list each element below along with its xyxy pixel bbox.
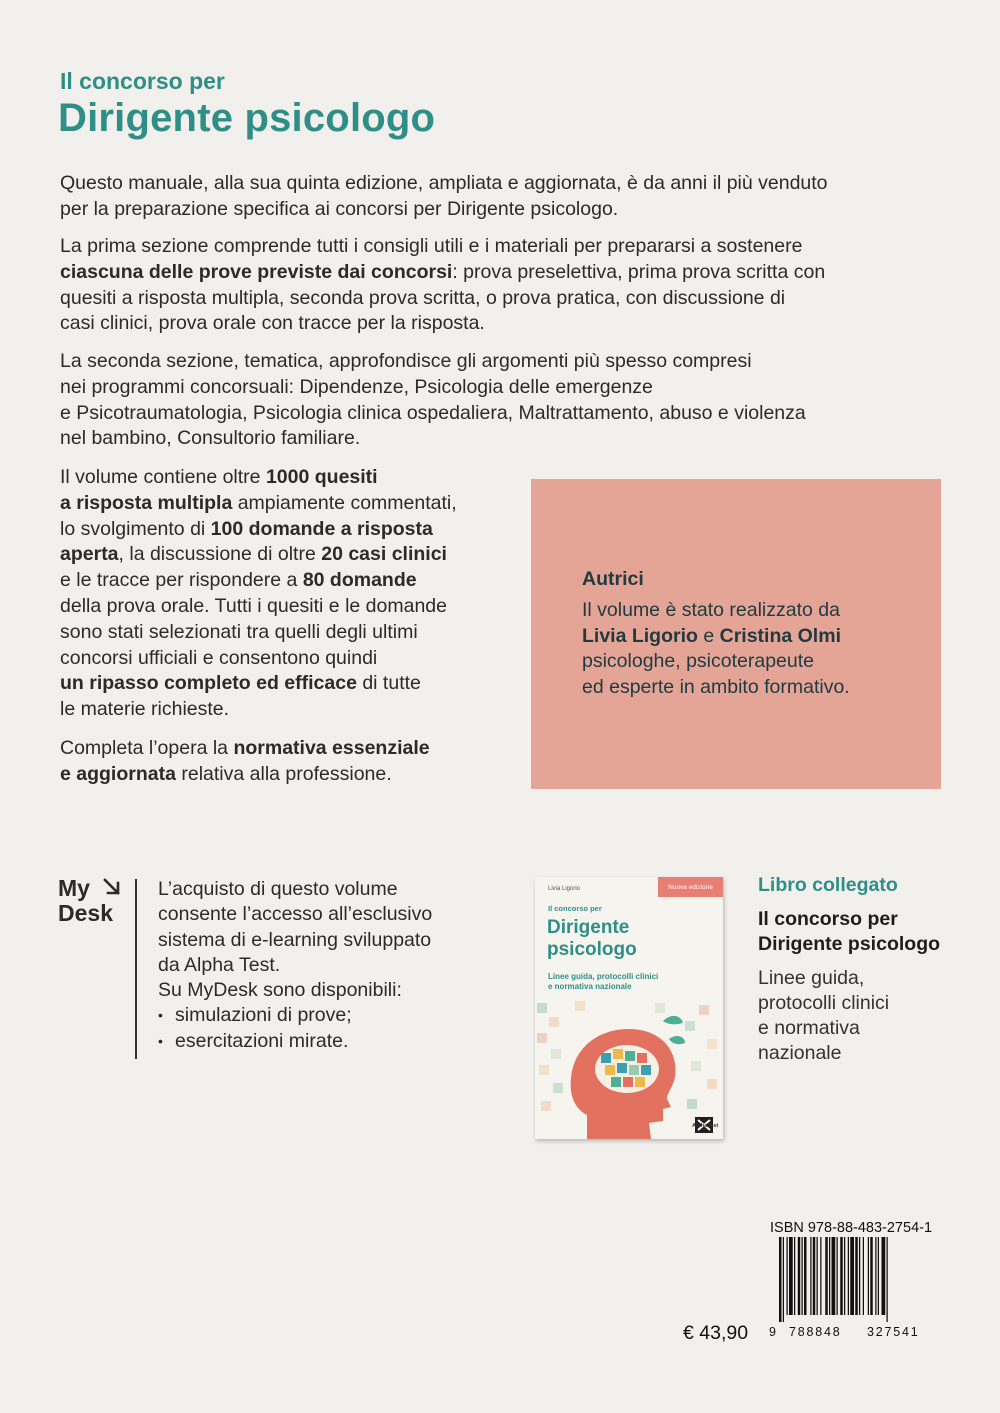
head-illustration	[535, 999, 723, 1139]
barcode-bar	[832, 1237, 836, 1315]
related-book-title	[758, 907, 940, 957]
list-item: • esercitazioni mirate.	[158, 1029, 432, 1054]
text-line: ed esperte in ambito formativo.	[582, 675, 850, 698]
text-line: sono stati selezionati tra quelli degli ultimi	[60, 620, 418, 643]
text-line: casi clinici, prova orale con tracce per la risposta.	[60, 312, 485, 335]
barcode-bar	[882, 1237, 886, 1315]
barcode-bar	[840, 1237, 843, 1315]
barcode-bar	[817, 1237, 818, 1315]
bold-text: 20 casi clinici	[321, 543, 447, 566]
text-line: quesiti a risposta multipla, seconda prova scritta, o prova pratica, con discussione di	[60, 286, 786, 309]
text-line: per la preparazione specifica ai concorsi per Dirigente psicologo.	[60, 197, 619, 220]
text-line	[60, 260, 940, 286]
barcode-bar	[789, 1237, 793, 1315]
barcode-bar	[850, 1237, 854, 1315]
text-line: consente l’accesso all’esclusivo	[158, 903, 433, 926]
barcode-bar	[810, 1237, 811, 1315]
text-line: protocolli clinici	[758, 992, 890, 1014]
text: e	[697, 624, 720, 647]
bold-text: aperta	[60, 543, 119, 566]
authors-box	[531, 479, 941, 789]
bold-text: 1000 quesiti	[265, 466, 378, 488]
cover-edition-badge: Nuova edizione	[658, 877, 723, 897]
related-book-heading: Libro collegato	[758, 874, 898, 896]
bold-text: ciascuna delle prove previste dai concorsi	[60, 260, 453, 283]
intro-paragraph-3	[60, 349, 940, 452]
cover-subtitle-line: Linee guida, protocolli clinici	[548, 972, 659, 981]
text-line: Dirigente psicologo	[758, 933, 941, 955]
text: : prova preselettiva, prima prova scritta con	[452, 260, 826, 283]
intro-paragraph-5	[60, 736, 520, 788]
cover-title-line: Dirigente	[547, 917, 630, 938]
bold-text: un ripasso completo ed efficace	[60, 672, 357, 695]
barcode-bar	[783, 1237, 784, 1322]
text-line	[60, 762, 520, 788]
related-book-subtitle	[758, 966, 889, 1066]
text-line: da Alpha Test.	[158, 953, 281, 976]
text-line: Linee guida,	[758, 967, 865, 989]
text-line: nei programmi concorsuali: Dipendenze, Psicologia delle emergenze	[60, 375, 653, 398]
text-line: concorsi ufficiali e consentono quindi	[60, 646, 378, 669]
authors-text	[582, 598, 850, 700]
text-line: nazionale	[758, 1042, 842, 1064]
page-title: Dirigente psicologo	[58, 96, 436, 140]
logo-line: Desk	[58, 900, 113, 926]
text: Il volume contiene oltre	[60, 466, 266, 488]
barcode-bar	[878, 1237, 879, 1315]
text-line: Su MyDesk sono disponibili:	[158, 979, 402, 1002]
text-line: L’acquisto di questo volume	[158, 878, 398, 900]
barcode-bar	[863, 1237, 864, 1315]
cover-subtitle-line: e normativa nazionale	[548, 982, 632, 991]
text: Completa l’opera la	[60, 737, 234, 759]
barcode-digit-first: 9	[769, 1325, 776, 1339]
barcode-bar	[820, 1237, 821, 1315]
bold-text: normativa essenziale	[233, 737, 430, 759]
bold-text: 100 domande a risposta	[210, 517, 433, 540]
text-line	[582, 624, 850, 650]
barcode-digits-left: 788848	[789, 1325, 842, 1339]
barcode-bar	[829, 1237, 830, 1315]
barcode-bar	[794, 1237, 795, 1315]
text-line: e Psicotraumatologia, Psicologia clinica ospedaliera, Maltrattamento, abuso e violenza	[60, 401, 806, 424]
intro-paragraph-1	[60, 171, 940, 223]
text: di tutte	[356, 672, 421, 695]
intro-paragraph-4	[60, 465, 520, 723]
cover-kicker: Il concorso per	[548, 904, 602, 913]
text-line	[60, 568, 520, 594]
text-line: sistema di e-learning sviluppato	[158, 928, 432, 951]
barcode-bar	[875, 1237, 876, 1315]
text: relativa alla professione.	[175, 762, 392, 785]
text-line: Il concorso per	[758, 908, 898, 930]
cover-author: Livia Ligorio	[548, 886, 581, 892]
barcode-bar	[798, 1237, 801, 1315]
bold-text: e aggiornata	[60, 762, 176, 785]
barcode-bar	[813, 1237, 816, 1315]
divider	[135, 879, 137, 1059]
title-kicker: Il concorso per	[60, 68, 225, 94]
text-line: Il volume è stato realizzato da	[582, 599, 840, 621]
mydesk-description	[158, 877, 432, 1054]
price: € 43,90	[683, 1322, 749, 1344]
text: , la discussione di oltre	[118, 543, 322, 566]
cover-title-line: psicologo	[547, 939, 637, 960]
barcode-digits-right: 327541	[867, 1325, 920, 1339]
text-line: La seconda sezione, tematica, approfondisce gli argomenti più spesso compresi	[60, 350, 752, 372]
text-line: Questo manuale, alla sua quinta edizione, ampliata e aggiornata, è da anni il più venduto	[60, 172, 828, 194]
author-name-1: Livia Ligorio	[582, 624, 698, 647]
text-line	[60, 491, 520, 517]
barcode-bar	[887, 1237, 888, 1322]
intro-paragraph-2	[60, 234, 940, 337]
cover-subtitle	[548, 972, 658, 992]
barcode-bar	[837, 1237, 838, 1315]
list-item: • simulazioni di prove;	[158, 1003, 432, 1028]
text-line	[60, 465, 520, 491]
text-line	[60, 671, 520, 697]
text-line: psicologhe, psicoterapeute	[582, 650, 814, 672]
arrow-down-right-icon	[101, 876, 123, 898]
bold-text: 80 domande	[302, 569, 417, 592]
related-book-cover	[535, 877, 723, 1139]
barcode-bar	[804, 1237, 807, 1315]
barcode-bar	[844, 1237, 845, 1315]
barcode-bar	[855, 1237, 858, 1315]
text-line: e normativa	[758, 1017, 860, 1039]
barcode-bar	[848, 1237, 849, 1315]
isbn-label: ISBN 978-88-483-2754-1	[770, 1220, 933, 1236]
text-line	[60, 542, 520, 568]
barcode-bar	[787, 1237, 788, 1315]
author-name-2: Cristina Olmi	[719, 624, 841, 647]
barcode-bar	[870, 1237, 873, 1315]
barcode-bar	[868, 1237, 869, 1315]
text-line	[60, 736, 520, 762]
authors-heading: Autrici	[582, 568, 644, 590]
text-line: La prima sezione comprende tutti i consigli utili e i materiali per prepararsi a sostenere	[60, 235, 803, 257]
text: ampiamente commentati,	[232, 491, 457, 514]
cover-title	[547, 917, 637, 961]
barcode-bar	[779, 1237, 782, 1322]
mydesk-features-list	[158, 1003, 432, 1054]
text-line: le materie richieste.	[60, 698, 230, 721]
barcode	[769, 1237, 929, 1322]
barcode-bar	[802, 1237, 803, 1315]
barcode-bar	[825, 1237, 828, 1315]
text: e le tracce per rispondere a	[60, 569, 303, 592]
text-line: della prova orale. Tutti i quesiti e le domande	[60, 594, 447, 617]
cover-brand: AlphaTest	[692, 1123, 719, 1129]
text-line	[60, 517, 520, 543]
barcode-bar	[859, 1237, 860, 1315]
logo-line: My	[58, 875, 90, 901]
bold-text: a risposta multipla	[60, 491, 233, 514]
text: lo svolgimento di	[60, 517, 211, 540]
text-line: nel bambino, Consultorio familiare.	[60, 427, 361, 450]
